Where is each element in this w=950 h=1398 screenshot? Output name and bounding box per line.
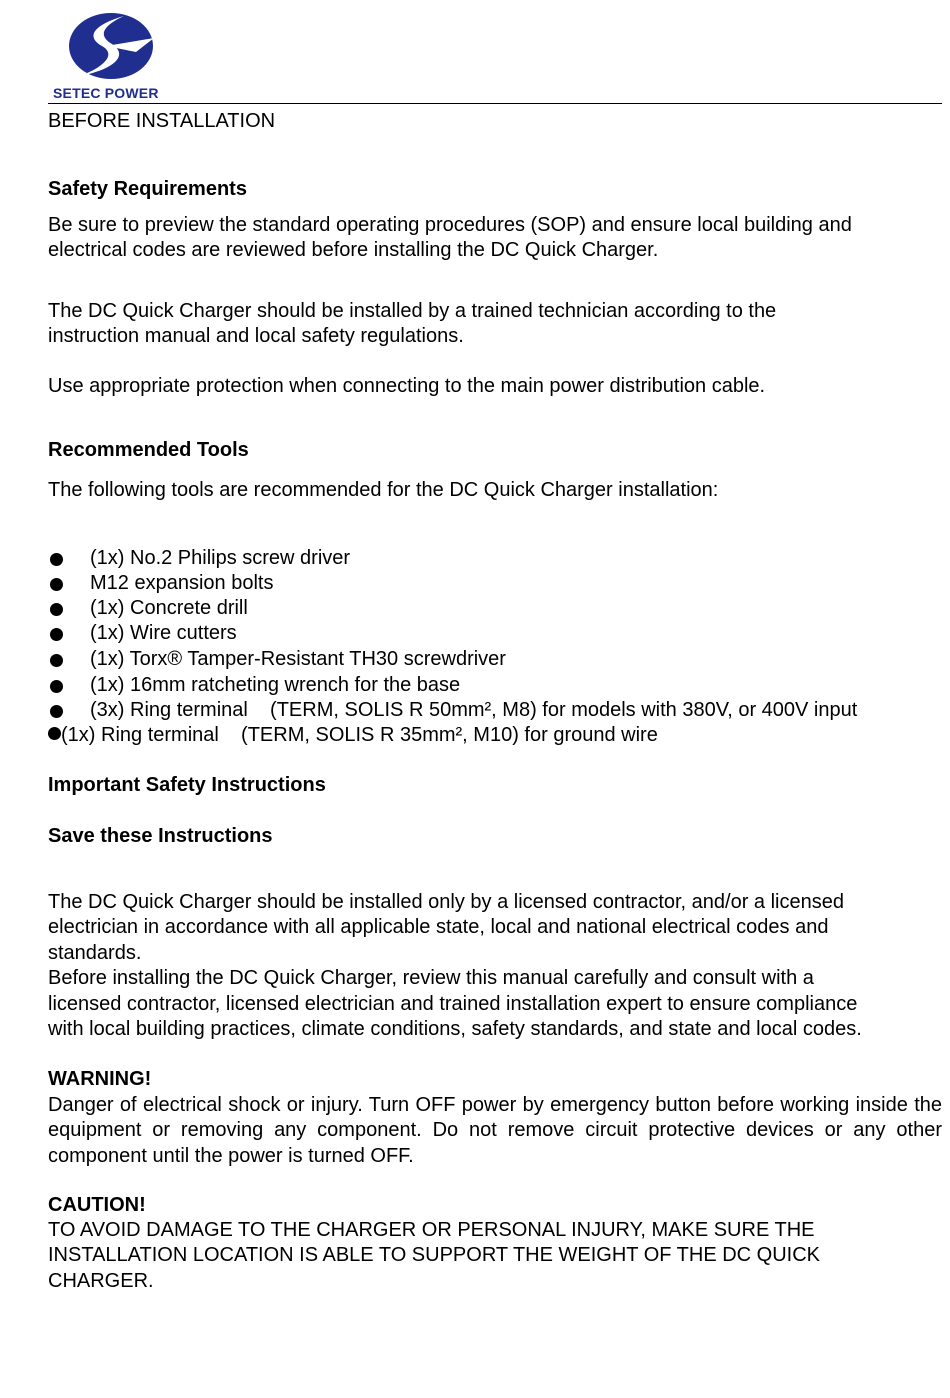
warning-text: Danger of electrical shock or injury. Turn OFF power by emergency button before working inside the equipment or removing any component. Do not remove circuit protective devices or any other component until the power is turned OFF. (48, 1094, 942, 1167)
setec-logo-icon (66, 10, 156, 82)
safety-heading: Safety Requirements (48, 178, 247, 200)
safety-paragraph-2-line-1: The DC Quick Charger should be installed by a trained technician according to the (48, 300, 777, 322)
safety-paragraph-1-line-1: Be sure to preview the standard operating procedures (SOP) and ensure local building and (48, 214, 852, 236)
bullet-icon (50, 680, 63, 693)
caution-line-1: TO AVOID DAMAGE TO THE CHARGER OR PERSONAL INJURY, MAKE SURE THE (48, 1219, 815, 1241)
list-item-last: (1x) Ring terminal (TERM, SOLIS R 35mm², M10) for ground wire (48, 723, 658, 748)
bullet-icon (50, 654, 63, 667)
caution-heading: CAUTION! (48, 1194, 146, 1216)
tools-heading: Recommended Tools (48, 439, 249, 461)
important-heading: Important Safety Instructions (48, 774, 326, 796)
tools-intro: The following tools are recommended for the DC Quick Charger installation: (48, 479, 719, 501)
important-paragraph-2-line-3: with local building practices, climate conditions, safety standards, and state and local codes. (48, 1018, 862, 1040)
important-paragraph-1-line-3: standards. (48, 942, 142, 964)
safety-paragraph-3: Use appropriate protection when connecting to the main power distribution cable. (48, 375, 766, 397)
bullet-icon (50, 628, 63, 641)
save-instructions-heading: Save these Instructions (48, 825, 273, 847)
important-paragraph-1-line-1: The DC Quick Charger should be installed only by a licensed contractor, and/or a licensed (48, 891, 844, 913)
important-paragraph-1-line-2: electrician in accordance with all applicable state, local and national electrical codes and (48, 916, 829, 938)
bullet-icon (48, 727, 61, 740)
bullet-icon (50, 603, 63, 616)
important-paragraph-2-line-2: licensed contractor, licensed electrician and trained installation expert to ensure compliance (48, 993, 858, 1015)
bullet-icon (50, 553, 63, 566)
company-logo (50, 10, 175, 102)
header-divider (48, 103, 942, 104)
logo-text: SETEC POWER (53, 85, 159, 101)
caution-line-2: INSTALLATION LOCATION IS ABLE TO SUPPORT THE WEIGHT OF THE DC QUICK (48, 1244, 821, 1266)
warning-heading: WARNING! (48, 1068, 152, 1090)
caution-line-3: CHARGER. (48, 1270, 154, 1292)
important-paragraph-2-line-1: Before installing the DC Quick Charger, review this manual carefully and consult with a (48, 967, 814, 989)
bullet-icon (50, 705, 63, 718)
safety-paragraph-1-line-2: electrical codes are reviewed before installing the DC Quick Charger. (48, 239, 659, 261)
bullet-icon (50, 578, 63, 591)
page-title: BEFORE INSTALLATION (48, 110, 276, 132)
safety-paragraph-2-line-2: instruction manual and local safety regulations. (48, 325, 464, 347)
